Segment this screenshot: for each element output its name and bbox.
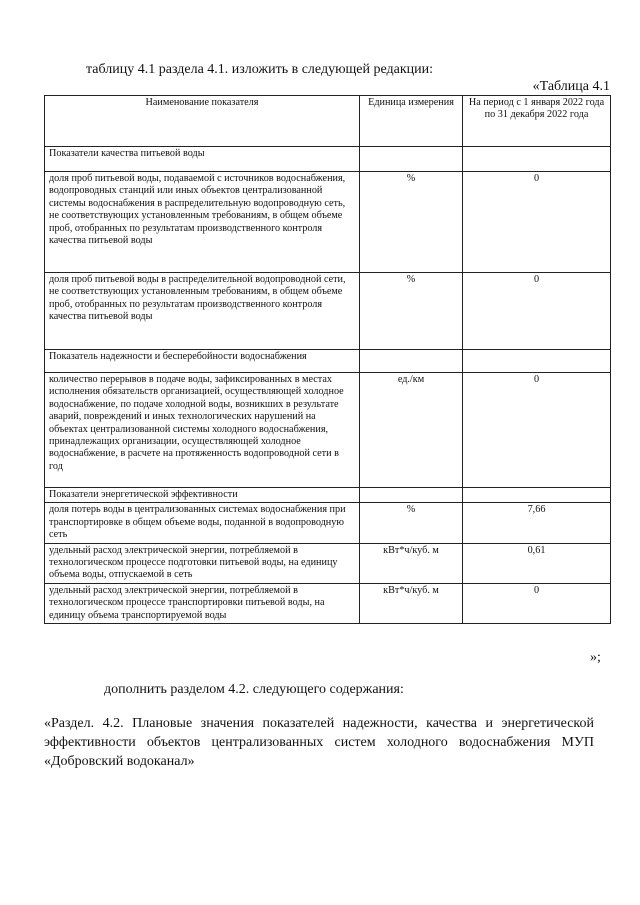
row-indicator-name: доля проб питьевой воды в распределительной водопроводной сети, не соответствующих установленным требованиям, в общем объеме проб, отобранных по результатам производственного контроля качества питьевой воды [45, 273, 360, 350]
row-indicator-name: доля проб питьевой воды, подаваемой с источников водоснабжения, водопроводных станций или иных объектов централизованной системы водоснабжения в распределительную водопроводную сеть, не соответствующих установленным требованиям, в общем объеме проб, отобранных по результатам производственного контроля качества питьевой воды [45, 172, 360, 273]
header-indicator-name: Наименование показателя [45, 96, 360, 147]
row-value: 0 [463, 172, 611, 273]
row-indicator-name: Показатель надежности и бесперебойности водоснабжения [45, 350, 360, 373]
row-indicator-name: Показатели качества питьевой воды [45, 147, 360, 172]
row-unit: % [360, 273, 463, 350]
header-unit: Единица измерения [360, 96, 463, 147]
row-unit: % [360, 172, 463, 273]
row-unit: кВт*ч/куб. м [360, 583, 463, 623]
row-indicator-name: количество перерывов в подаче воды, зафиксированных в местах исполнения обязательств организацией, осуществляющей холодное водоснабжение, по подаче холодной воды, возникших в результате аварий, повреждений и иных технологических нарушений на объектах централизованной системы холодного водоснабжения, принадлежащих организации, осуществляющей холодное водоснабжение, в расчете на протяженность водопроводной сети в год [45, 373, 360, 488]
row-value [463, 350, 611, 373]
row-unit: ед./км [360, 373, 463, 488]
row-value [463, 488, 611, 503]
row-indicator-name: удельный расход электрической энергии, потребляемой в технологическом процессе подготовки питьевой воды, на единицу объема воды, отпускаемой в сеть [45, 543, 360, 583]
indicators-table [44, 95, 611, 624]
row-unit [360, 350, 463, 373]
row-value: 0 [463, 373, 611, 488]
table-row [45, 373, 611, 488]
closing-quote-mark: »; [590, 650, 601, 665]
table-row [45, 273, 611, 350]
row-value: 0 [463, 583, 611, 623]
row-unit [360, 147, 463, 172]
row-unit: кВт*ч/куб. м [360, 543, 463, 583]
row-value [463, 147, 611, 172]
table-caption: «Таблица 4.1 [532, 79, 610, 94]
row-unit [360, 488, 463, 503]
table-header-row [45, 96, 611, 147]
table-row [45, 583, 611, 623]
row-indicator-name: Показатели энергетической эффективности [45, 488, 360, 503]
row-indicator-name: удельный расход электрической энергии, потребляемой в технологическом процессе транспортировки питьевой воды, на единицу объема транспортируемой воды [45, 583, 360, 623]
row-value: 0 [463, 273, 611, 350]
row-value: 0,61 [463, 543, 611, 583]
table-row [45, 543, 611, 583]
row-indicator-name: доля потерь воды в централизованных системах водоснабжения при транспортировке в общем объеме воды, поданной в водопроводную сеть [45, 503, 360, 543]
table-row [45, 147, 611, 172]
table-row [45, 350, 611, 373]
intro-text: таблицу 4.1 раздела 4.1. изложить в следующей редакции: [86, 62, 434, 77]
row-unit: % [360, 503, 463, 543]
row-value: 7,66 [463, 503, 611, 543]
table-row [45, 488, 611, 503]
header-period: На период с 1 января 2022 года по 31 декабря 2022 года [463, 96, 611, 147]
table-row [45, 172, 611, 273]
section-4-2-title: «Раздел. 4.2. Плановые значения показателей надежности, качества и энергетической эффективности объектов централизованных систем холодного водоснабжения МУП «Добровский водоканал» [44, 716, 594, 769]
supplement-text: дополнить разделом 4.2. следующего содержания: [104, 682, 404, 697]
table-row [45, 503, 611, 543]
